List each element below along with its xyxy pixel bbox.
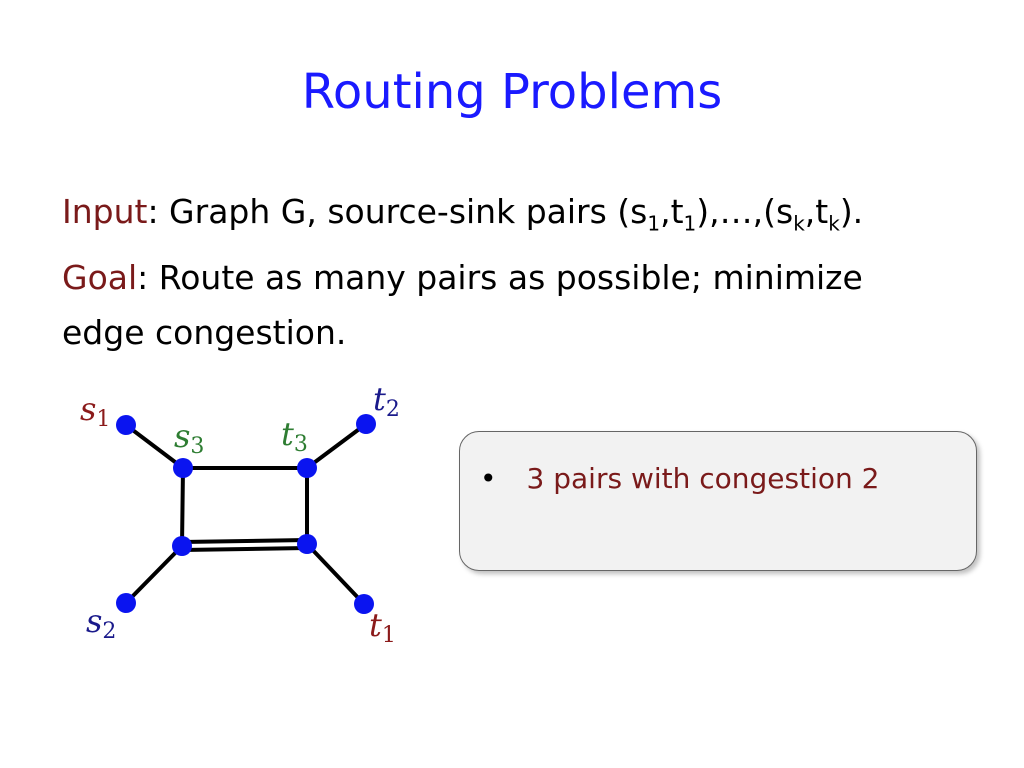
goal-line-continued [62, 313, 346, 352]
slide-title: Routing Problems [301, 64, 723, 120]
input-sub-4: k [828, 211, 840, 236]
goal-text-a: : Route as many pairs as possible; minimize [137, 258, 863, 297]
input-sub-2: 1 [683, 211, 697, 236]
goal-text-b: edge congestion. [62, 313, 347, 352]
label-s1: s1 [80, 390, 111, 432]
goal-label: Goal [62, 258, 138, 297]
input-sub-1: 1 [647, 211, 661, 236]
node-s2 [116, 593, 136, 613]
label-s3: s3 [174, 417, 205, 459]
input-text-d: ,t [804, 192, 829, 231]
node-s1 [116, 415, 136, 435]
label-t2: t2 [373, 380, 400, 422]
callout-box [459, 431, 977, 571]
input-sub-3: k [793, 211, 805, 236]
graph-diagram [0, 370, 440, 660]
goal-line [62, 258, 863, 297]
label-t1: t1 [369, 606, 396, 648]
node-bottom-right [297, 534, 317, 554]
input-text-c: ),…,(s [696, 192, 794, 231]
callout-item [480, 462, 879, 495]
edge-bl-br-b [182, 548, 307, 550]
label-t3: t3 [281, 415, 308, 457]
edge-s3-bl [182, 468, 183, 546]
edge-bl-s2 [126, 546, 182, 603]
input-line [62, 192, 863, 236]
input-text-e: ). [839, 192, 864, 231]
input-text-a: : Graph G, source-sink pairs (s [147, 192, 648, 231]
input-label: Input [62, 192, 148, 231]
node-bottom-left [172, 536, 192, 556]
edge-bl-br-a [182, 540, 307, 542]
node-t3 [297, 458, 317, 478]
input-text-b: ,t [660, 192, 684, 231]
bullet-icon: • [480, 462, 497, 495]
callout-text: 3 pairs with congestion 2 [526, 462, 880, 495]
edge-br-t1 [307, 544, 364, 604]
node-s3 [173, 458, 193, 478]
edge-t3-t2 [307, 424, 366, 468]
label-s2: s2 [86, 602, 117, 644]
